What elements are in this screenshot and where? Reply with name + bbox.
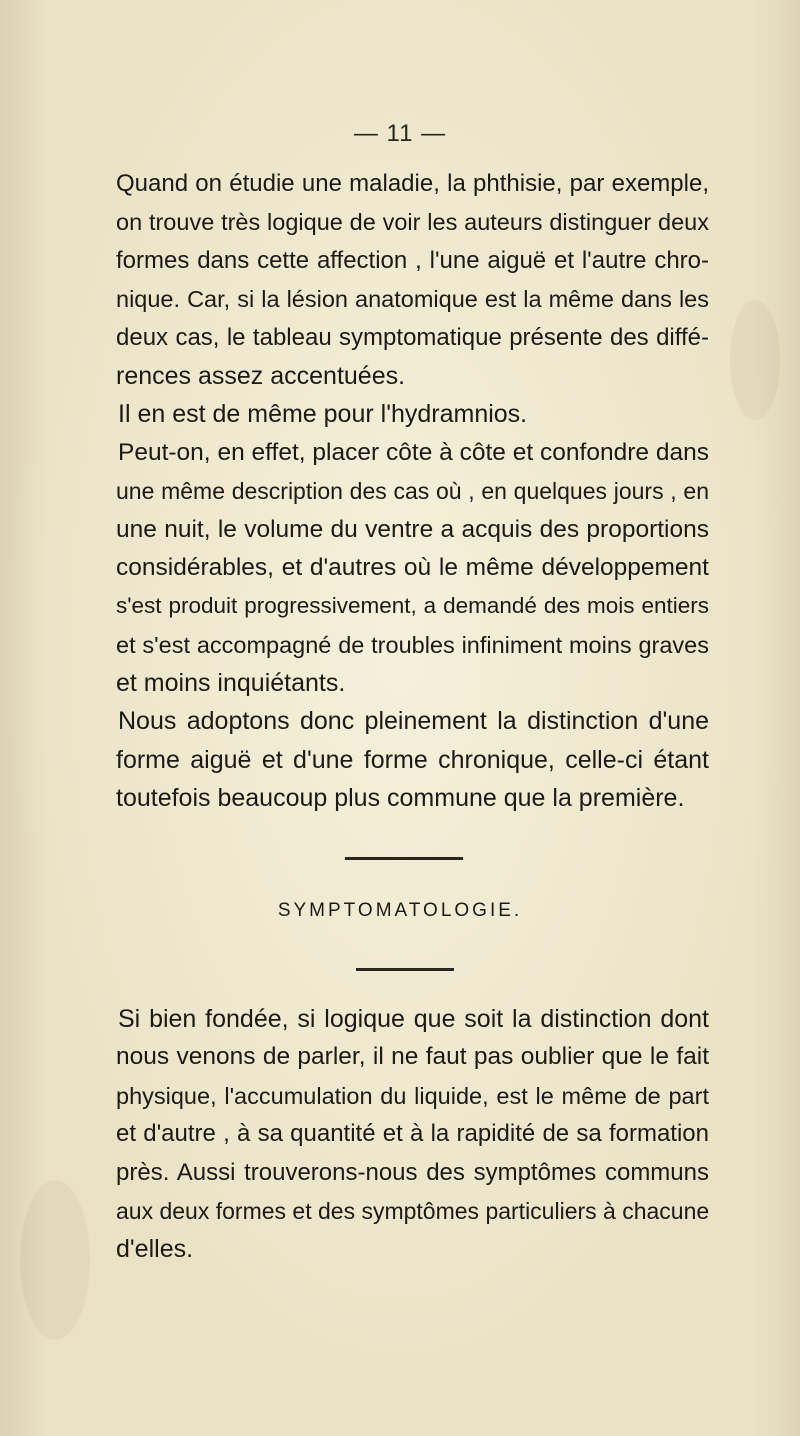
text-line: et s'est accompagné de troubles infiniment moins graves [116, 631, 709, 658]
paragraph-block-2 [116, 1000, 709, 1269]
paper-stain [730, 300, 780, 420]
text-line: on trouve très logique de voir les auteurs distinguer deux [116, 209, 709, 236]
text-line: d'elles. [116, 1235, 194, 1264]
text-line: Quand on étudie une maladie, la phthisie, par exemple, [116, 170, 709, 197]
text-line: formes dans cette affection , l'une aiguë et l'autre chro- [116, 246, 709, 274]
text-line: aux deux formes et des symptômes particuliers à chacune [116, 1197, 710, 1224]
section-rule-top [345, 857, 463, 860]
section-rule-bottom [356, 968, 454, 971]
text-line: forme aiguë et d'une forme chronique, celle-ci étant [116, 745, 709, 774]
section-title: SYMPTOMATOLOGIE. [277, 900, 523, 921]
text-line: une nuit, le volume du ventre a acquis des proportions [116, 515, 709, 543]
text-line: nique. Car, si la lésion anatomique est la même dans les [116, 286, 709, 313]
text-line: nous venons de parler, il ne faut pas oublier que le fait [116, 1043, 709, 1071]
text-line: Il en est de même pour l'hydramnios. [118, 400, 528, 429]
text-line: et moins inquiétants. [116, 669, 346, 698]
text-line: près. Aussi trouverons-nous des symptômes communs [116, 1158, 709, 1186]
text-line: s'est produit progressivement, a demandé des mois entiers [116, 593, 709, 619]
text-line: et d'autre , à sa quantité et à la rapidité de sa formation [116, 1120, 709, 1148]
text-line: Peut-on, en effet, placer côte à côte et confondre dans [118, 438, 709, 466]
text-line: une même description des cas où , en quelques jours , en [116, 478, 709, 505]
paragraph-block-1 [116, 165, 709, 818]
text-line: considérables, et d'autres où le même développement [116, 553, 709, 581]
text-line: rences assez accentuées. [116, 361, 406, 390]
text-line: toutefois beaucoup plus commune que la première. [116, 784, 685, 813]
page-number: — 11 — [353, 120, 447, 147]
paper-stain [20, 1180, 90, 1340]
text-line: deux cas, le tableau symptomatique présente des diffé- [116, 323, 709, 351]
text-line: physique, l'accumulation du liquide, est le même de part [116, 1082, 709, 1109]
text-line: Si bien fondée, si logique que soit la distinction dont [118, 1005, 709, 1033]
text-line: Nous adoptons donc pleinement la distinction d'une [118, 707, 709, 736]
